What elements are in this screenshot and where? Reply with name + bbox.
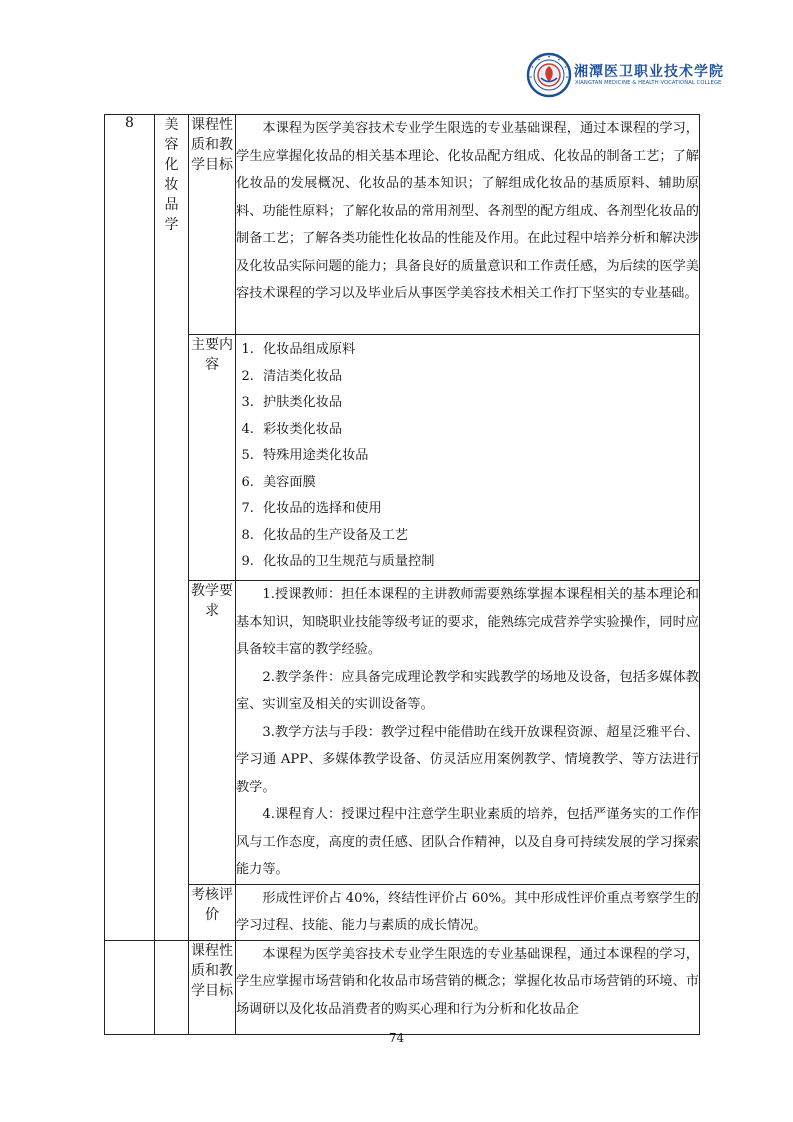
label-cell xyxy=(189,335,236,581)
college-seal-icon xyxy=(526,52,572,98)
next-row-index xyxy=(105,940,155,1034)
label-cell xyxy=(189,940,236,1034)
next-goals-cell xyxy=(236,940,700,1034)
list-item: 5. 特殊用途类化妆品 xyxy=(258,443,699,470)
next-goals-text: 本课程为医学美容技术专业学生限选的专业基础课程，通过本课程的学习，学生应掌握市场营销和化妆品市场营销的概念；掌握化妆品市场营销的环境、市场调研以及化妆品消费者的购买心理和行为分析和化妆品企 xyxy=(236,946,699,1017)
requirements-label: 教学要求 xyxy=(191,583,233,619)
list-item: 3. 护肤类化妆品 xyxy=(258,390,699,417)
goals-text: 本课程为医学美容技术专业学生限选的专业基础课程，通过本课程的学习，学生应掌握化妆品的相关基本理论、化妆品配方组成、化妆品的制备工艺；了解化妆品的发展概况、化妆品的基本知识；了解组成化妆品的基质原料、辅助原料、功能性原料；了解化妆品的常用剂型、各剂型的配方组成、各剂型化妆品的制备工艺；了解各类功能性化妆品的性能及作用。在此过程中培养分析和解决涉及化妆品实际问题的能力；具备良好的质量意识和工作责任感，为后续的医学美容技术课程的学习以及毕业后从事医学美容技术相关工作打下坚实的专业基础。 xyxy=(236,121,699,301)
school-name-cn: 湘潭医卫职业技术学院 xyxy=(574,64,724,80)
requirements-paragraph: 2.教学条件：应具备完成理论教学和实践教学的场地及设备，包括多媒体教室、实训室及相关的实训设备等。 xyxy=(236,669,699,712)
content-cell xyxy=(236,335,700,581)
table-row xyxy=(105,884,700,940)
list-item: 6. 美容面膜 xyxy=(258,470,699,497)
course-name-cell xyxy=(155,115,189,941)
content-label: 主要内容 xyxy=(191,337,233,373)
table-row xyxy=(105,335,700,581)
table-row xyxy=(105,940,700,1034)
next-goals-label: 课程性质和教学目标 xyxy=(191,942,233,999)
table-row xyxy=(105,115,700,335)
requirements-cell xyxy=(236,581,700,885)
next-course-cell xyxy=(155,940,189,1034)
goals-label: 课程性质和教学目标 xyxy=(191,117,233,173)
list-item: 8. 化妆品的生产设备及工艺 xyxy=(258,523,699,550)
page-number: 74 xyxy=(388,1031,405,1045)
requirements-paragraph: 3.教学方法与手段：教学过程中能借助在线开放课程资源、超星泛雅平台、学习通 APP、多媒体教学设备、仿灵活应用案例教学、情境教学、等方法进行教学。 xyxy=(236,724,699,795)
college-logo xyxy=(526,52,726,98)
label-cell xyxy=(189,115,236,335)
content-list xyxy=(236,337,699,576)
requirements-paragraph: 4.课程育人：授课过程中注意学生职业素质的培养，包括严谨务实的工作作风与工作态度，高度的责任感、团队合作精神，以及自身可持续发展的学习探索能力等。 xyxy=(236,807,699,877)
table-row xyxy=(105,581,700,885)
label-cell xyxy=(189,884,236,940)
label-cell xyxy=(189,581,236,885)
list-item: 4. 彩妆类化妆品 xyxy=(258,417,699,444)
list-item: 7. 化妆品的选择和使用 xyxy=(258,496,699,523)
assessment-cell xyxy=(236,884,700,940)
requirements-paragraph: 1.授课教师：担任本课程的主讲教师需要熟练掌握本课程相关的基本理论和基本知识，知晓职业技能等级考证的要求，能熟练完成营养学实验操作，同时应具备较丰富的教学经验。 xyxy=(236,587,699,657)
assessment-label: 考核评价 xyxy=(191,886,233,923)
assessment-text: 形成性评价占 40%，终结性评价占 60%。其中形成性评价重点考察学生的学习过程、技能、能力与素质的成长情况。 xyxy=(236,890,699,933)
goals-cell xyxy=(236,115,700,335)
school-name-en: XIANGTAN MEDICINE & HEALTH VOCATIONAL COLLEGE xyxy=(575,80,722,86)
course-name: 美容化妆品学 xyxy=(164,117,179,233)
curriculum-table xyxy=(104,114,700,1035)
list-item: 2. 清洁类化妆品 xyxy=(258,364,699,391)
list-item: 9. 化妆品的卫生规范与质量控制 xyxy=(258,549,699,576)
row-index: 8 xyxy=(105,115,155,941)
list-item: 1. 化妆品组成原料 xyxy=(258,337,699,364)
